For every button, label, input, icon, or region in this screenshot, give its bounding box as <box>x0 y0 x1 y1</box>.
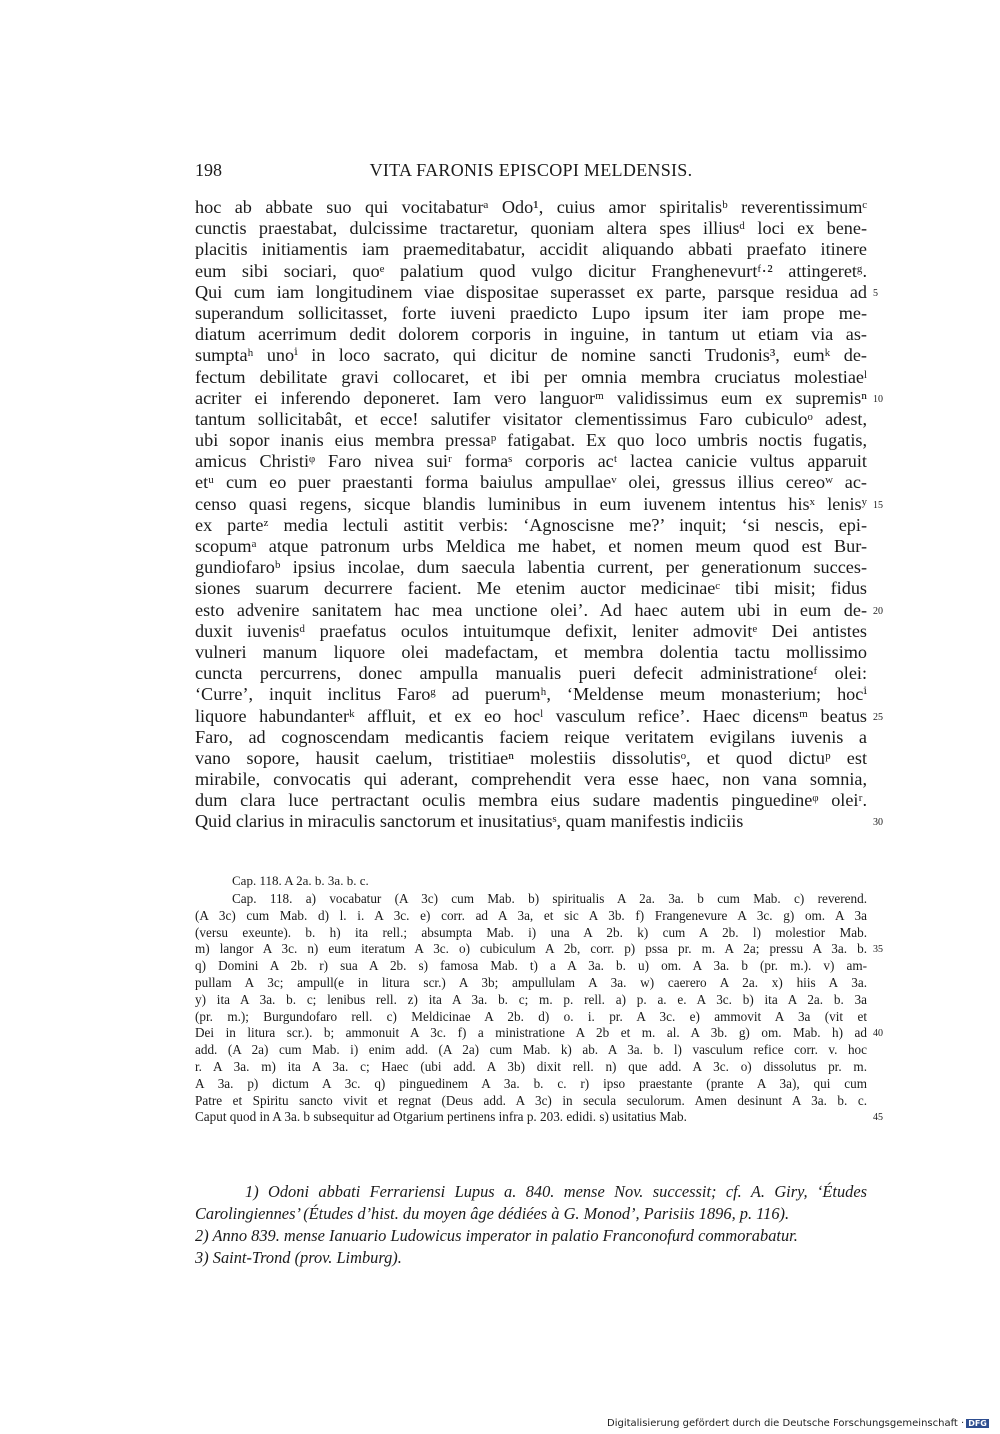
text-line: sumptaʰ unoⁱ in loco sacrato, qui dicitur de nomine sancti Trudonis³, eumᵏ de- <box>195 345 867 366</box>
text-line: duxit iuvenisᵈ praefatus oculos intuitumque defixit, leniter admovitᵉ Dei antistes <box>195 620 867 641</box>
text-line: Quid clarius in miraculis sanctorum et inusitatiusˢ, quam manifestis indiciis 30 <box>195 811 867 832</box>
footnotes <box>195 1181 867 1269</box>
text-line: eum sibi sociari, quoᵉ palatium quod vulgo dicitur Franghenevurtᶠ·² attingeretᵍ. <box>195 260 867 281</box>
text-line: Qui cum iam longitudinem viae dispositae superasset ex parte, parsque residua ad 5 <box>195 282 867 303</box>
line-number: 30 <box>873 817 883 829</box>
apparatus-line: Caput quod in A 3a. b subsequitur ad Otgarium pertinens infra p. 203. edidi. s) usitatius Mab. 45 <box>195 1109 867 1126</box>
line-number: 5 <box>873 287 878 299</box>
text-line: censo quasi regens, sicque blandis luminibus in eum iuvenem intentus hisˣ lenisʸ 15 <box>195 494 867 515</box>
main-text <box>195 197 883 833</box>
dfg-logo: DFG <box>968 1419 987 1428</box>
text-line: siones suarum decurrere facient. Me etenim auctor medicinaeᶜ tibi misit; fidus <box>195 578 867 599</box>
footnote-line: 1) Odoni abbati Ferrariensi Lupus a. 840. mense Nov. successit; cf. A. Giry, ‘Études <box>245 1182 867 1201</box>
line-number: 15 <box>873 499 883 511</box>
footnote-line: 2) Anno 839. mense Ianuario Ludowicus imperator in palatio Franconofurd commorabatur. <box>195 1226 798 1245</box>
text-line: cuncta percurrens, donec ampulla manualis pueri defecit administrationeᶠ olei: <box>195 663 867 684</box>
apparatus-line: q) Domini A 2b. r) sua A 2b. s) famosa Mab. t) a A 3a. b. u) om. A 3a. b (pr. m.). v) am- <box>195 958 867 974</box>
apparatus-line: Patre et Spiritu sancto vivit et regnat (Deus add. A 3c) in secula seculorum. Amen desinunt A 3a. b. c. <box>195 1092 867 1108</box>
text-line: amicus Christiᵠ Faro nivea suiʳ formaˢ corporis acᵗ lactea canicie vultus apparuit <box>195 451 867 472</box>
text-line: superandum sollicitasset, forte iuveni praedicto Lupo ipsum iter iam prope me- <box>195 302 867 323</box>
line-number: 35 <box>873 944 883 956</box>
running-header <box>195 160 867 184</box>
apparatus-line: pullam A 3c; ampull(e in litura scr.) A 3b; ampullulam A 3a. w) caerero A 2a. x) hiis A 3a. <box>195 974 867 990</box>
text-line: ‘Curre’, inquit inclitus Faroᵍ ad puerumʰ, ‘Meldense meum monasterium; hocⁱ <box>195 684 867 705</box>
text-line: acriter ei inferendo deponeret. Iam vero languorᵐ validissimus eum ex supremisⁿ 10 <box>195 388 867 409</box>
apparatus-line: add. (A 2a) cum Mab. i) enim add. (A 2a) cum Mab. k) ab. A 3a. b. l) vasculum refice corr. v. hoc <box>195 1042 867 1058</box>
apparatus-line: A 3a. p) dictum A 3c. q) pinguedinem A 3a. b. c. r) ipso praestante (prante A 3a), qui cum <box>195 1075 867 1091</box>
apparatus-line: (A 3c) cum Mab. d) l. i. A 3c. e) corr. ad A 3a, et sic A 3b. f) Frangenevure A 3c. g) om. A 3a <box>195 907 867 923</box>
footnote-line: 3) Saint-Trond (prov. Limburg). <box>195 1248 402 1267</box>
apparatus-line: Dei in litura scr.). b; ammonuit A 3c. f) a ministratione A 2b et m. al. A 3b. g) om. Mab. h) ad 40 <box>195 1025 867 1042</box>
page-number: 198 <box>195 160 222 180</box>
apparatus-line: y) ita A 3a. b. c; lenibus rell. z) ita A 3a. b. c; m. p. rell. a) p. a. e. A 3c. b) ita A 2a. b. 3a <box>195 991 867 1007</box>
text-line: vulneri manum liquore olei madefactam, et membra dolentia tactu mollissimo <box>195 641 867 662</box>
footnote-line: Carolingiennes’ (Études d’hist. du moyen âge dédiées à G. Monod’, Parisiis 1896, p. 116). <box>195 1204 790 1223</box>
line-number: 20 <box>873 605 883 617</box>
apparatus-line: Cap. 118. a) vocabatur (A 3c) cum Mab. b) spiritualis A 2a. 3a. b cum Mab. c) reverend. <box>232 891 867 906</box>
text-line: liquore habundanterᵏ affluit, et ex eo hocˡ vasculum refice’. Haec dicensᵐ beatus 25 <box>195 706 867 727</box>
text-line: Faro, ad cognoscendam medicantis faciem reique veritatem evigilans iuvenis a <box>195 726 867 747</box>
text-line: gundiofaroᵇ ipsius incolae, dum saecula labentia current, per generationum succes- <box>195 557 867 578</box>
line-number: 10 <box>873 393 883 405</box>
running-title: VITA FARONIS EPISCOPI MELDENSIS. <box>369 160 693 180</box>
line-number: 40 <box>873 1028 883 1040</box>
text-line: ex parteᶻ media lectuli astitit verbis: ‘Agnoscisne me?’ inquit; ‘si nescis, epi- <box>195 514 867 535</box>
text-line: dum clara luce pertractant oculis membra eius sudare madentis pinguedineᵠ oleiʳ. <box>195 790 867 811</box>
text-line: placitis initiamentis iam praemeditabatur, accidit aliquando abbati praefato itinere <box>195 239 867 260</box>
text-line: esto advenire sanitatem hac mea unctione olei’. Ad haec autem ubi in eum de- 20 <box>195 600 867 621</box>
text-line: diatum acerrimum dedit dolorem corporis in inguine, in tantum ut etiam via as- <box>195 324 867 345</box>
apparatus-line: m) langor A 3c. n) eum iteratum A 3c. o) cubiculum A 2b, corr. p) pssa pr. m. A 2a; pressu A 3a. b. 35 <box>195 941 867 958</box>
footer-text: Digitalisierung gefördert durch die Deutsche Forschungsgemeinschaft · <box>607 1418 965 1429</box>
text-line: hoc ab abbate suo qui vocitabaturᵃ Odo¹, cuius amor spiritalisᵇ reverentissimumᶜ <box>195 197 867 217</box>
apparatus-line: r. A 3a. m) ita A 3a. c; Haec (ubi add. A 3b) dixit rell. n) que add. A 3c. o) dissolutus pr. m. <box>195 1058 867 1074</box>
critical-apparatus <box>195 891 883 1126</box>
text-line: tantum sollicitabât, et ecce! salutifer visitator clementissimus Faro cubiculoᵒ adest, <box>195 408 867 429</box>
text-line: vano sopore, hausit caelum, tristitiaeⁿ molestiis dissolutisᵒ, et quod dictuᵖ est <box>195 747 867 768</box>
apparatus-line: (versu exeunte). b. h) ita rell.; absumpta Mab. i) una A 2b. k) cum A 2b. l) molestior Mab. <box>195 924 867 940</box>
text-line: cunctis praestabat, dulcissime tractaretur, quoniam altera spes illiusᵈ loci ex bene- <box>195 218 867 239</box>
line-number: 45 <box>873 1112 883 1124</box>
text-line: fectum debilitate gravi collocaret, et ibi per omnia membra cruciatus molestiaeˡ <box>195 366 867 387</box>
text-line: scopumᵃ atque patronum urbs Meldica me habet, et nomen meum quod est Bur- <box>195 536 867 556</box>
text-line: etᵘ cum eo puer praestanti forma baiulus ampullaeᵛ olei, gressus illius cereoʷ ac- <box>195 472 867 493</box>
apparatus-heading: Cap. 118. A 2a. b. 3a. b. c. <box>232 873 369 888</box>
text-line: mirabile, convocatis qui aderant, comprehendit vera esse haec, non vana somnia, <box>195 769 867 790</box>
apparatus-line: (pr. m.); Burgundofaro rell. c) Meldicinae A 2b. d) o. i. pr. A 3c. e) ammovit A 3a (vit et <box>195 1008 867 1024</box>
text-line: ubi sopor inanis eius membra pressaᵖ fatigabat. Ex quo loco umbris noctis fugatis, <box>195 430 867 451</box>
page-footer <box>607 1418 989 1429</box>
line-number: 25 <box>873 711 883 723</box>
